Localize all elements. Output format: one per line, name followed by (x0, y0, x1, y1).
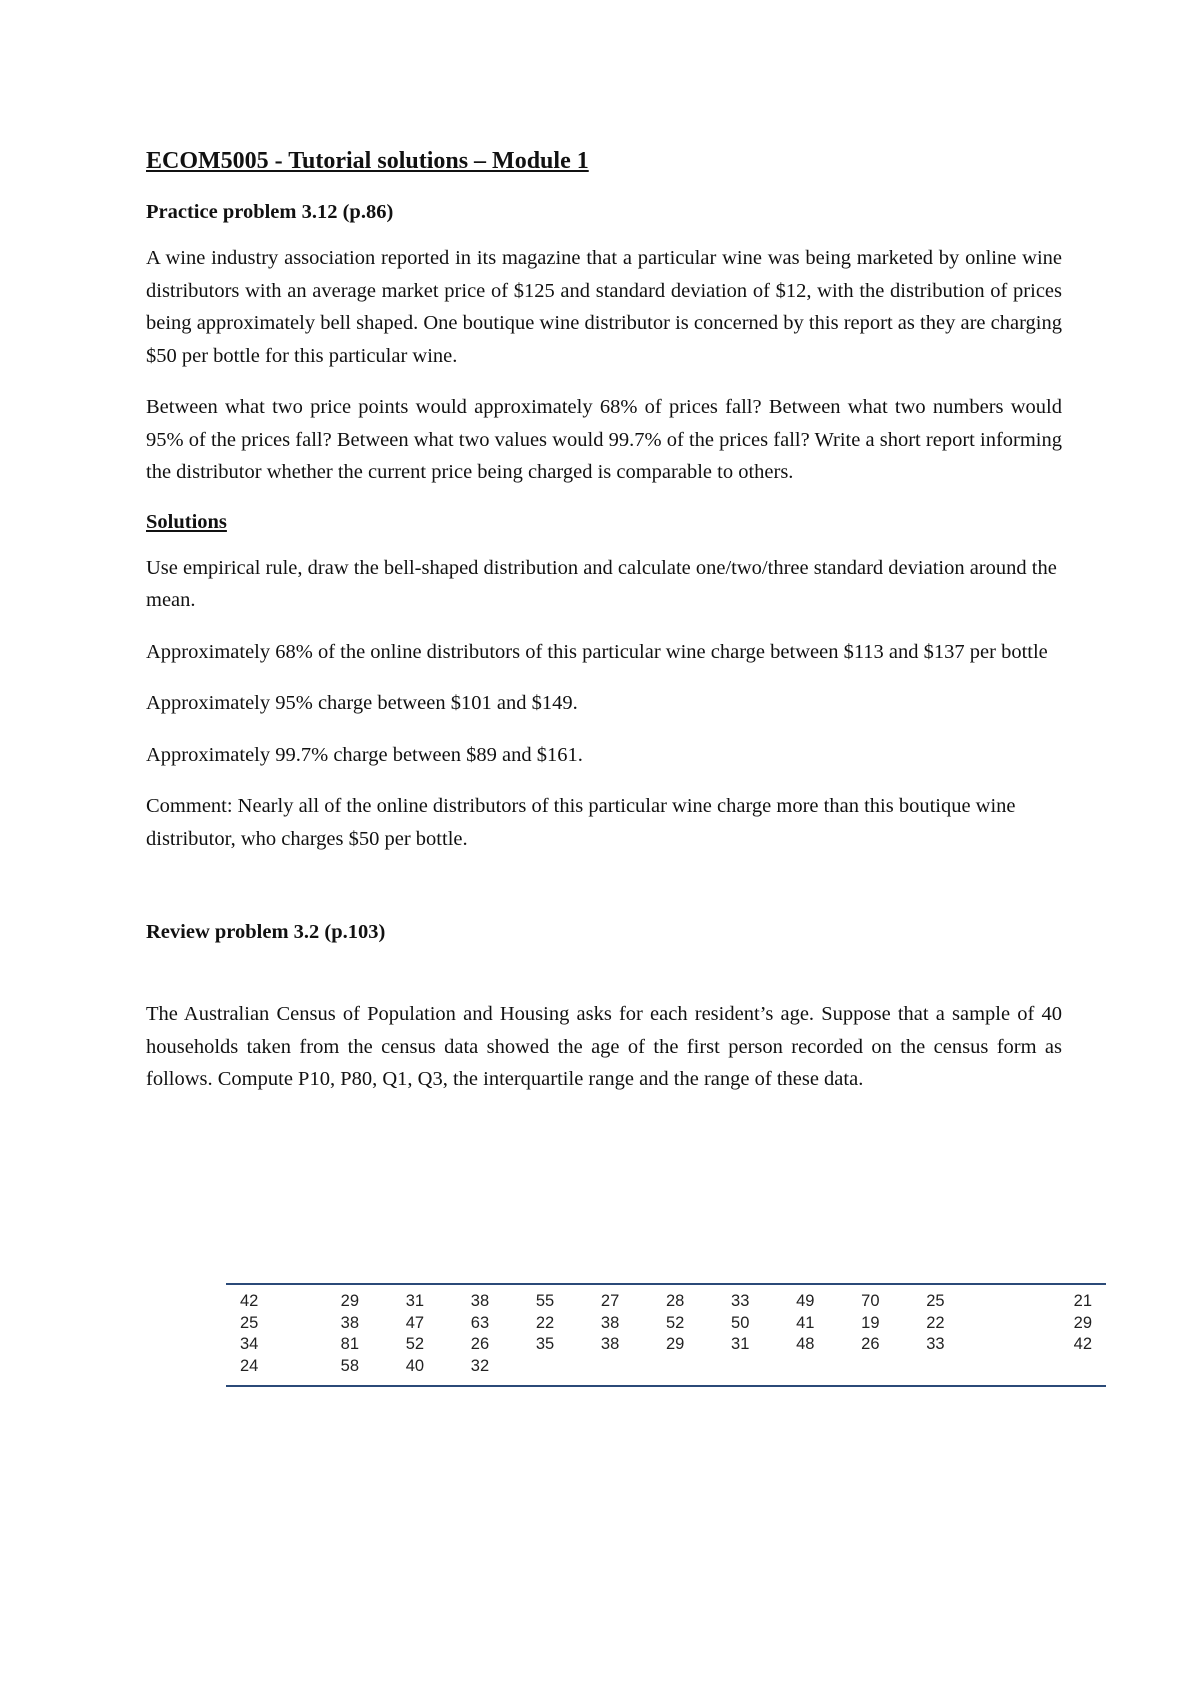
table-row (226, 1313, 1106, 1335)
table-cell: 42 (240, 1292, 259, 1310)
table-cell: 52 (405, 1335, 425, 1353)
table-cell: 29 (340, 1292, 360, 1310)
table-cell: 52 (665, 1313, 685, 1332)
solutions-paragraph-2: Approximately 68% of the online distributors of this particular wine charge between $113 and $137 per bottle (146, 640, 1048, 663)
table-cell: 27 (600, 1292, 620, 1310)
table-cell: 26 (861, 1335, 880, 1353)
table-cell (731, 1356, 796, 1378)
practice-paragraph-2: Between what two price points would approximately 68% of prices fall? Between what two numbers would 95% of the prices fall? Between what two values would 99.7% of the prices fall? Write a short report informing the distributor whether the current price being charged is comparable to others. (146, 396, 1062, 483)
review-paragraph-1: The Australian Census of Population and Housing asks for each resident’s age. Suppose that a sample of 40 households taken from the census data showed the age of the first person recorded on the census form as follows. Compute P10, P80, Q1, Q3, the interquartile range and the range of these data. (146, 1003, 1062, 1090)
solutions-heading: Solutions (146, 510, 227, 533)
table-cell: 22 (926, 1313, 945, 1332)
table-cell: 29 (665, 1335, 685, 1353)
table-cell (991, 1356, 1106, 1378)
table-cell: 55 (535, 1292, 555, 1310)
table-cell: 34 (240, 1335, 259, 1353)
document-page (146, 146, 1062, 1115)
table-cell: 81 (340, 1335, 360, 1353)
table-cell: 32 (470, 1356, 490, 1375)
table-cell: 38 (470, 1292, 490, 1310)
table-cell: 21 (1073, 1292, 1092, 1310)
table-cell: 63 (470, 1313, 490, 1332)
practice-paragraph-1: A wine industry association reported in its magazine that a particular wine was being marketed by online wine distributors with an average market price of $125 and standard deviation of $12, with the distribution of prices being approximately bell shaped. One boutique wine distributor is concerned by this report as they are charging $50 per bottle for this particular wine. (146, 247, 1062, 367)
ages-table (226, 1291, 1106, 1377)
table-cell: 49 (796, 1292, 815, 1310)
table-cell: 47 (405, 1313, 425, 1332)
solutions-paragraph-4: Approximately 99.7% charge between $89 and $161. (146, 743, 583, 766)
table-cell: 28 (665, 1292, 685, 1310)
table-row (226, 1291, 1106, 1313)
table-cell: 42 (1073, 1335, 1092, 1353)
ages-data-table (226, 1283, 1106, 1387)
table-cell: 33 (731, 1292, 750, 1310)
table-cell: 25 (926, 1292, 945, 1310)
table-row (226, 1334, 1106, 1356)
solutions-paragraph-1: Use empirical rule, draw the bell-shaped distribution and calculate one/two/three standard deviation around the mean. (146, 556, 1057, 611)
table-cell (666, 1356, 731, 1378)
table-cell: 48 (796, 1335, 815, 1353)
table-cell: 31 (731, 1335, 750, 1353)
table-cell: 31 (405, 1292, 425, 1310)
table-cell: 38 (600, 1335, 620, 1353)
table-cell: 50 (731, 1313, 750, 1332)
table-cell: 70 (861, 1292, 880, 1310)
table-cell: 22 (535, 1313, 555, 1332)
table-cell: 25 (240, 1313, 259, 1332)
solutions-comment: Comment: Nearly all of the online distributors of this particular wine charge more than this boutique wine distributor, who charges $50 per bottle. (146, 795, 1016, 850)
table-row (226, 1356, 1106, 1378)
table-cell: 38 (600, 1313, 620, 1332)
table-cell: 29 (1073, 1313, 1092, 1332)
table-cell: 40 (405, 1356, 425, 1375)
table-cell: 26 (470, 1335, 490, 1353)
table-cell: 58 (340, 1356, 360, 1375)
document-title: ECOM5005 - Tutorial solutions – Module 1 (146, 148, 589, 174)
table-cell (926, 1356, 991, 1378)
table-cell: 33 (926, 1335, 945, 1353)
table-cell: 35 (535, 1335, 555, 1353)
table-cell: 24 (240, 1356, 259, 1375)
table-cell: 38 (340, 1313, 360, 1332)
review-heading: Review problem 3.2 (p.103) (146, 921, 386, 943)
solutions-paragraph-3: Approximately 95% charge between $101 and $149. (146, 692, 578, 714)
table-cell: 19 (861, 1313, 880, 1332)
practice-heading: Practice problem 3.12 (p.86) (146, 201, 394, 223)
table-cell (601, 1356, 666, 1378)
table-cell (861, 1356, 926, 1378)
table-cell (796, 1356, 861, 1378)
table-cell: 41 (796, 1313, 815, 1332)
table-cell (536, 1356, 601, 1378)
